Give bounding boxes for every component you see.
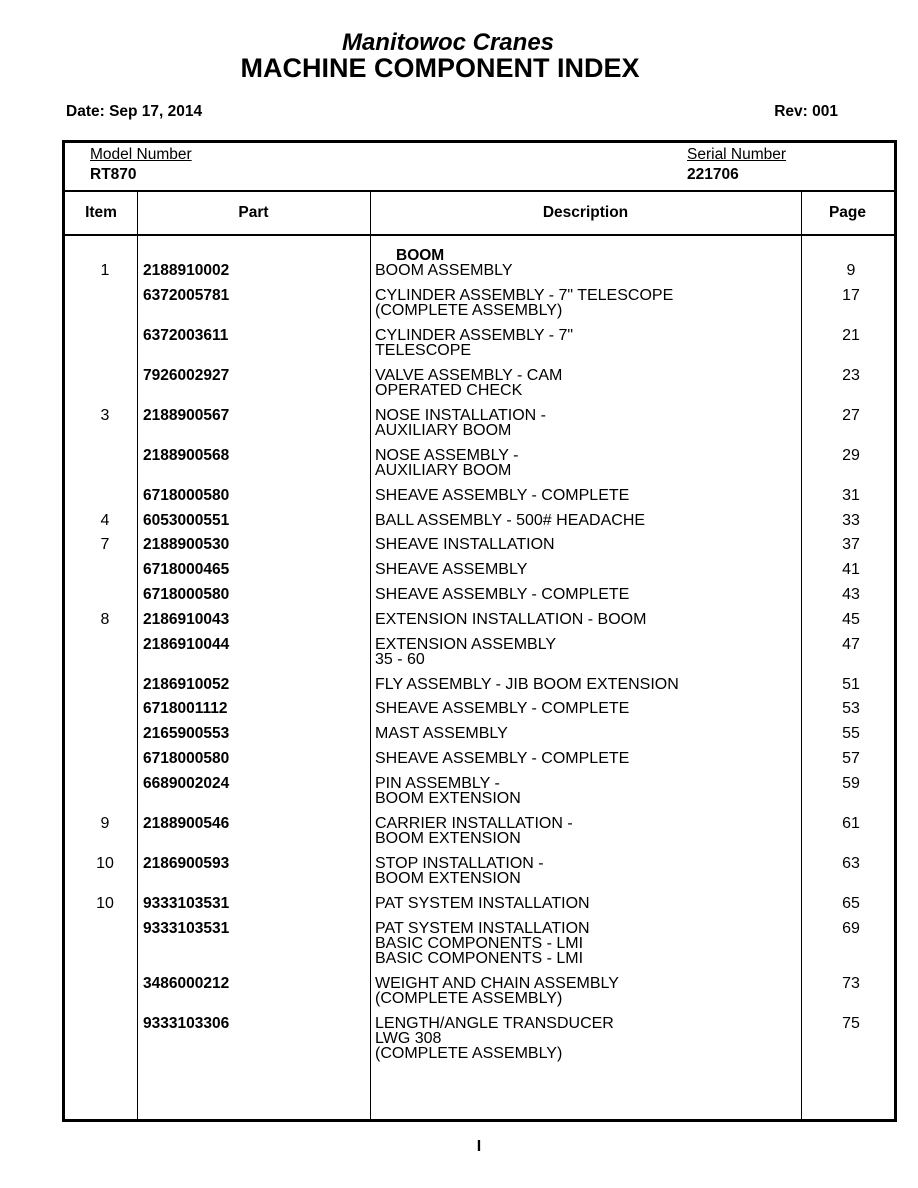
page-number: I (476, 1138, 482, 1155)
table-row (65, 562, 894, 587)
table-row (65, 328, 894, 368)
description-line: FLY ASSEMBLY - JIB BOOM EXTENSION (375, 675, 679, 693)
description-line: OPERATED CHECK (375, 381, 523, 399)
table-row (65, 513, 894, 538)
row-page-number: 43 (842, 585, 860, 603)
row-description (375, 288, 795, 318)
description-line: BOOM ASSEMBLY (375, 262, 513, 279)
row-part-number: 2165900553 (143, 725, 230, 743)
row-description (375, 921, 795, 966)
date-label: Date: Sep 17, 2014 (66, 103, 203, 120)
row-part-number: 6372003611 (143, 326, 229, 344)
row-page-number: 53 (842, 700, 860, 718)
description-line: (COMPLETE ASSEMBLY) (375, 989, 563, 1007)
table-row (65, 368, 894, 408)
description-line: PIN ASSEMBLY - (375, 774, 500, 792)
model-number-label: Model Number (90, 146, 192, 163)
table-row (65, 263, 894, 288)
model-number-value: RT870 (90, 166, 137, 183)
row-part-number: 2188900568 (143, 446, 230, 464)
table-row (65, 896, 894, 921)
row-page-number: 59 (842, 774, 860, 792)
row-part-number: 2186910044 (143, 635, 230, 653)
description-line: LWG 308 (375, 1029, 442, 1047)
row-item-number: 4 (100, 511, 110, 529)
row-item-number: 10 (96, 894, 114, 912)
model-serial-block (65, 143, 894, 192)
row-page-number: 29 (842, 446, 860, 464)
row-description (375, 776, 795, 806)
table-row (65, 816, 894, 856)
row-description (375, 448, 795, 478)
table-row (65, 637, 894, 677)
row-description (375, 488, 795, 503)
row-part-number: 3486000212 (143, 974, 230, 992)
table-row (65, 751, 894, 776)
row-part-number: 6718000465 (143, 561, 230, 579)
description-line: BOOM EXTENSION (375, 829, 521, 847)
description-line: AUXILIARY BOOM (375, 421, 512, 439)
header-item: Item (85, 204, 117, 221)
table-row (65, 587, 894, 612)
description-line: SHEAVE ASSEMBLY (375, 561, 528, 579)
description-line: EXTENSION INSTALLATION - BOOM (375, 610, 647, 628)
description-line: LENGTH/ANGLE TRANSDUCER (375, 1014, 614, 1032)
description-line: PAT SYSTEM INSTALLATION (375, 919, 590, 937)
table-row (65, 776, 894, 816)
row-item-number: 9 (100, 814, 110, 832)
row-part-number: 9333103531 (143, 894, 230, 912)
row-page-number: 47 (842, 635, 860, 653)
description-line: SHEAVE ASSEMBLY - COMPLETE (375, 486, 630, 504)
row-page-number: 65 (842, 894, 860, 912)
row-page-number: 17 (842, 286, 860, 304)
row-page-number: 33 (842, 511, 860, 529)
table-row (65, 288, 894, 328)
row-page-number: 57 (842, 749, 860, 767)
company-name: Manitowoc Cranes (341, 29, 555, 56)
row-description (375, 751, 795, 766)
row-item-number: 10 (96, 854, 114, 872)
description-line: WEIGHT AND CHAIN ASSEMBLY (375, 974, 619, 992)
row-part-number: 6718000580 (143, 585, 230, 603)
description-line: BOOM EXTENSION (375, 789, 521, 807)
description-line: NOSE INSTALLATION - (375, 406, 546, 424)
row-page-number: 63 (842, 854, 860, 872)
description-line: (COMPLETE ASSEMBLY) (375, 1044, 563, 1062)
row-item-number: 8 (100, 610, 110, 628)
row-description (375, 263, 795, 278)
row-part-number: 2188900567 (143, 406, 230, 424)
row-part-number: 9333103531 (143, 919, 230, 937)
description-line: SHEAVE ASSEMBLY - COMPLETE (375, 700, 630, 718)
description-line: BASIC COMPONENTS - LMI (375, 949, 584, 967)
table-row (65, 488, 894, 513)
row-page-number: 37 (842, 536, 860, 554)
row-page-number: 69 (842, 919, 860, 937)
row-item-number: 3 (100, 406, 110, 424)
row-page-number: 23 (842, 366, 860, 384)
description-line: STOP INSTALLATION - (375, 854, 544, 872)
header-part: Part (238, 204, 269, 221)
row-part-number: 6718000580 (143, 749, 230, 767)
row-description (375, 701, 795, 716)
serial-number-value: 221706 (687, 166, 739, 183)
description-line: VALVE ASSEMBLY - CAM (375, 366, 563, 384)
description-line: AUXILIARY BOOM (375, 461, 512, 479)
table-row (65, 677, 894, 702)
table-header-row (65, 192, 894, 236)
description-line: 35 - 60 (375, 650, 425, 668)
row-description (375, 612, 795, 627)
description-line: SHEAVE ASSEMBLY - COMPLETE (375, 585, 630, 603)
row-description (375, 976, 795, 1006)
description-line: BALL ASSEMBLY - 500# HEADACHE (375, 511, 646, 529)
row-description (375, 677, 795, 692)
row-part-number: 2186910043 (143, 610, 230, 628)
row-description (375, 1016, 795, 1061)
table-row (65, 856, 894, 896)
row-description (375, 368, 795, 398)
row-page-number: 61 (842, 814, 860, 832)
row-part-number: 6053000551 (143, 511, 230, 529)
row-part-number: 6372005781 (143, 286, 230, 304)
description-line: CYLINDER ASSEMBLY - 7" TELESCOPE (375, 286, 674, 304)
row-description (375, 587, 795, 602)
description-line: CYLINDER ASSEMBLY - 7" (375, 326, 574, 344)
description-line: PAT SYSTEM INSTALLATION (375, 894, 590, 912)
row-part-number: 2186900593 (143, 854, 230, 872)
description-line: NOSE ASSEMBLY - (375, 446, 519, 464)
description-line: BOOM EXTENSION (375, 869, 521, 887)
row-page-number: 9 (846, 262, 856, 279)
row-description (375, 513, 795, 528)
description-line: MAST ASSEMBLY (375, 725, 508, 743)
table-row (65, 976, 894, 1016)
header-description: Description (542, 204, 629, 221)
table-row (65, 726, 894, 751)
row-description (375, 816, 795, 846)
row-description (375, 408, 795, 438)
table-row (65, 701, 894, 726)
row-page-number: 27 (842, 406, 860, 424)
description-line: SHEAVE INSTALLATION (375, 536, 555, 554)
row-page-number: 21 (842, 326, 860, 344)
header-page: Page (828, 204, 867, 221)
row-item-number: 1 (100, 262, 110, 279)
document-title: MACHINE COMPONENT INDEX (240, 53, 640, 83)
description-line: CARRIER INSTALLATION - (375, 814, 573, 832)
row-description (375, 328, 795, 358)
row-page-number: 55 (842, 725, 860, 743)
row-page-number: 45 (842, 610, 860, 628)
row-part-number: 6689002024 (143, 774, 230, 792)
table-row (65, 612, 894, 637)
table-row (65, 921, 894, 976)
row-description (375, 637, 795, 667)
table-row (65, 448, 894, 488)
table-row (65, 537, 894, 562)
row-page-number: 51 (842, 675, 860, 693)
description-line: EXTENSION ASSEMBLY (375, 635, 557, 653)
row-item-number: 7 (100, 536, 110, 554)
row-description (375, 562, 795, 577)
row-page-number: 75 (842, 1014, 860, 1032)
table-body (65, 248, 894, 1071)
row-part-number: 2186910052 (143, 675, 230, 693)
table-row (65, 408, 894, 448)
row-description (375, 896, 795, 911)
description-line: TELESCOPE (375, 341, 472, 359)
table-row (65, 1016, 894, 1071)
serial-number-label: Serial Number (687, 146, 787, 163)
row-part-number: 2188900546 (143, 814, 230, 832)
row-description (375, 726, 795, 741)
row-description (375, 856, 795, 886)
row-page-number: 41 (842, 561, 860, 579)
section-title: BOOM (396, 247, 445, 264)
row-part-number: 7926002927 (143, 366, 230, 384)
row-page-number: 73 (842, 974, 860, 992)
component-index-table (62, 140, 897, 1122)
row-part-number: 6718000580 (143, 486, 230, 504)
row-description (375, 537, 795, 552)
row-part-number: 2188900530 (143, 536, 230, 554)
description-line: BASIC COMPONENTS - LMI (375, 934, 584, 952)
row-part-number: 2188910002 (143, 262, 230, 279)
row-part-number: 9333103306 (143, 1014, 230, 1032)
row-part-number: 6718001112 (143, 700, 228, 718)
description-line: (COMPLETE ASSEMBLY) (375, 301, 563, 319)
revision-label: Rev: 001 (774, 103, 838, 120)
row-page-number: 31 (842, 486, 860, 504)
description-line: SHEAVE ASSEMBLY - COMPLETE (375, 749, 630, 767)
